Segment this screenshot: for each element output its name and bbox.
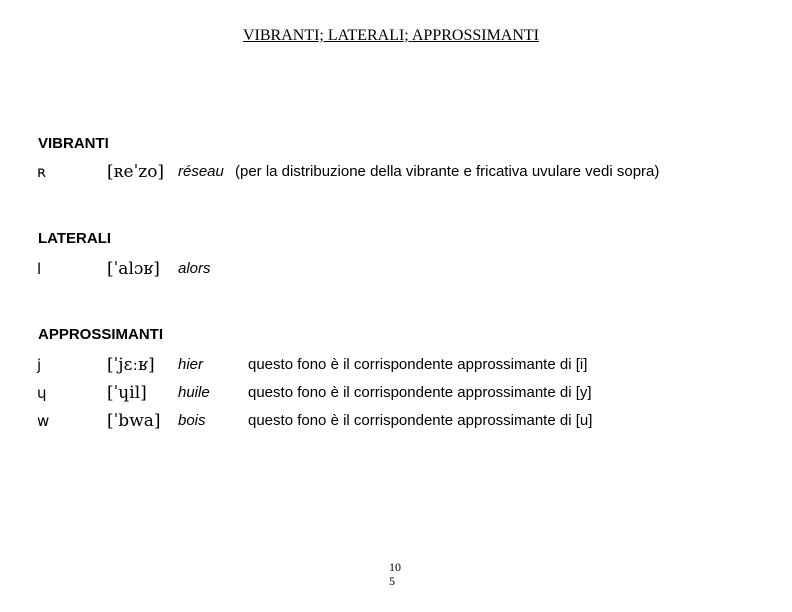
phoneme-row-approssimante-j [0,354,792,378]
phoneme-note: questo fono è il corrispondente approssimante di [y] [248,384,592,401]
phoneme-note: questo fono è il corrispondente approssimante di [i] [248,356,588,373]
example-word: alors [178,260,211,277]
phonetic-transcription: [ʀeˈzo] [107,162,165,182]
example-word: réseau [178,163,224,180]
phoneme-symbol: ɥ [37,384,47,402]
phoneme-row-vibrante [0,161,792,185]
phoneme-row-approssimante-h [0,382,792,406]
page-number-line-2: 5 [389,574,395,588]
phonetic-transcription: [ˈalɔʁ] [107,259,160,279]
page-number-line-1: 10 [389,560,401,574]
phonetic-transcription: [ˈjɛːʁ] [107,355,155,375]
phoneme-symbol: ʀ [37,163,47,181]
phoneme-symbol: j [37,356,42,374]
section-heading-laterali: LATERALI [38,230,112,247]
phoneme-row-approssimante-w [0,410,792,434]
page-title: VIBRANTI; LATERALI; APPROSSIMANTI [242,27,539,44]
phoneme-row-laterale [0,258,792,282]
phoneme-note: (per la distribuzione della vibrante e fricativa uvulare vedi sopra) [235,163,660,180]
example-word: huile [178,384,210,401]
phoneme-symbol: w [37,412,50,430]
section-heading-vibranti: VIBRANTI [38,135,109,152]
phonetic-transcription: [ˈbwa] [107,411,161,431]
phoneme-note: questo fono è il corrispondente approssimante di [u] [248,412,593,429]
section-heading-approssimanti: APPROSSIMANTI [38,326,164,343]
phonetic-transcription: [ˈɥil] [107,383,147,403]
example-word: hier [178,356,204,373]
example-word: bois [178,412,206,429]
phoneme-symbol: l [37,260,42,278]
page-number [389,560,401,588]
